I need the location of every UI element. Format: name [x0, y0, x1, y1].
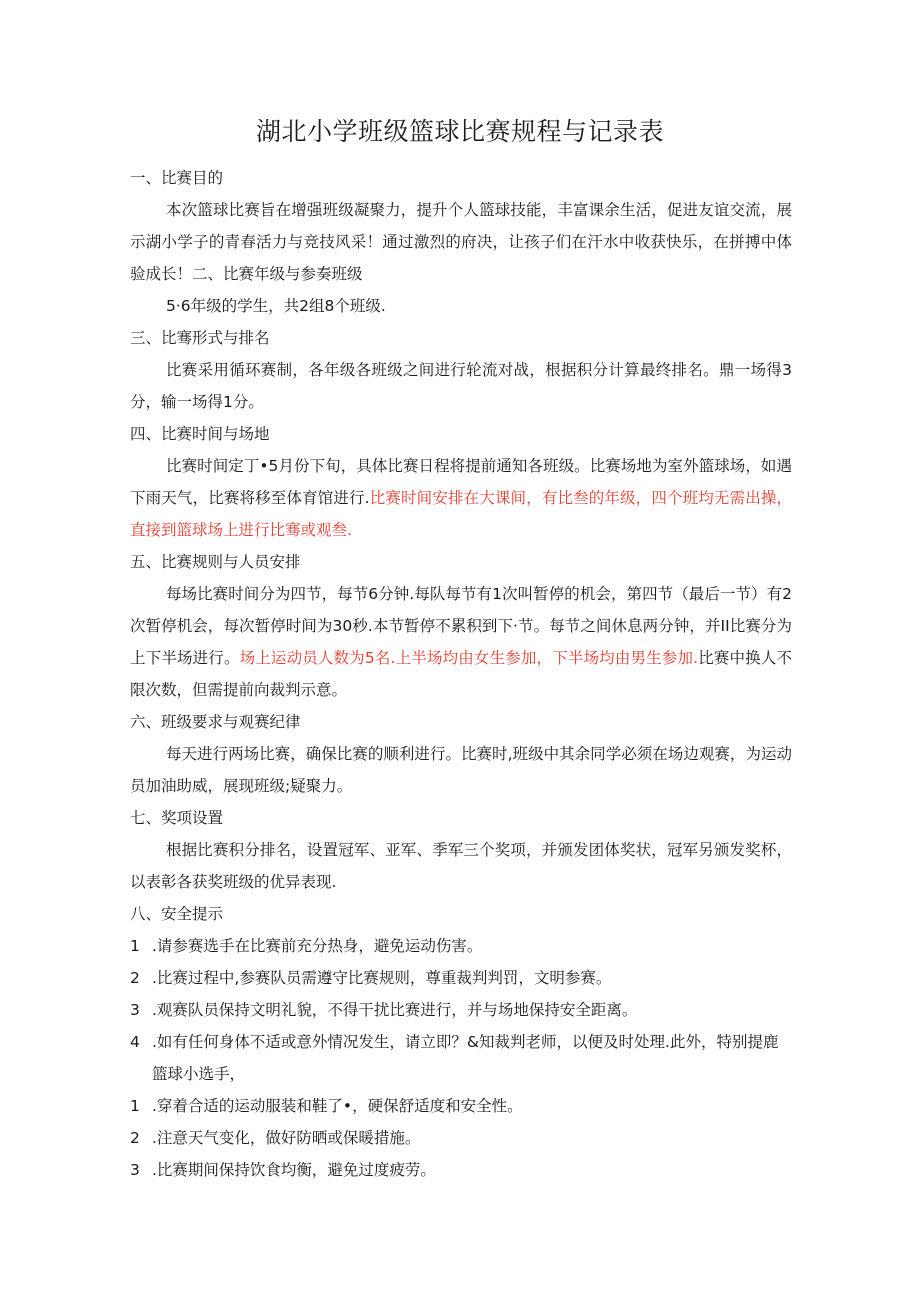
- section-heading-time-venue: 四、比赛时间与场地: [130, 425, 270, 443]
- rules-text-end: 比赛中换人不限次数，但需提前向裁判示意。: [130, 649, 792, 699]
- section-paragraph-format: 比赛采用循环赛制，各年级各班级之间进行轮流对战，根据积分计算最终排名。鼎一场得3分，输一场得1分。: [130, 361, 792, 411]
- section-paragraph-time-venue: [130, 450, 792, 546]
- time-venue-highlight: 比赛时间安排在大课间，有比叁的年级，四个班均无需出操，直接到篮球场上进行比骞或观叁.: [130, 489, 792, 539]
- section-heading-safety: 八、安全提示: [130, 905, 224, 923]
- list-item: [130, 962, 792, 994]
- section-paragraph-awards: 根据比赛积分排名，设置冠军、亚军、季军三个奖项，并颁发团体奖状，冠军另颁发奖杯，以表彰各获奖班级的优异表现.: [130, 841, 792, 891]
- section-heading-purpose: 一、比赛目的: [130, 169, 224, 187]
- section-heading-awards: 七、奖项设置: [130, 809, 224, 827]
- list-item-number: 1: [130, 1097, 140, 1115]
- list-item-text: .比赛过程中,参赛队员需遵守比赛规则，尊重裁判判罚，文明参赛。: [152, 969, 612, 987]
- section-paragraph-purpose: 本次篮球比赛旨在增强班级凝聚力，提升个人篮球技能，丰富课余生活，促进友谊交流，展示湖小学子的青春活力与竞技风采！通过激烈的府决，让孩子们在汗水中收获快乐，在拼搏中体验成长！二、比赛年级与参奏班级: [130, 201, 792, 283]
- list-item-number: 2: [130, 1129, 140, 1147]
- list-item: [130, 1026, 792, 1090]
- list-item-number: 2: [130, 969, 140, 987]
- section-heading-discipline: 六、班级要求与观赛纪律: [130, 713, 301, 731]
- list-item-text: .穿着合适的运动服装和鞋了•，硬保舒适度和安全性。: [152, 1097, 523, 1115]
- section-paragraph-discipline: 每天进行两场比赛，确保比赛的顺利进行。比赛时,班级中其余同学必须在场边观赛，为运动员加油助威，展现班级;疑聚力。: [130, 745, 792, 795]
- list-item-number: 4: [130, 1033, 140, 1051]
- list-item-text: .如有任何身体不适或意外情况发生，请立即？&知裁判老师，以便及时处理.此外，特别提鹿篮球小选手，: [152, 1033, 779, 1083]
- list-item: [130, 1090, 792, 1122]
- rules-highlight: 场上运动员人数为5名.上半场均由女生参加，下半场均由男生参加.: [239, 649, 699, 667]
- list-item-text: .比赛期间保持饮食均衡，避免过度疲劳。: [152, 1161, 436, 1179]
- list-item-text: .请参赛选手在比赛前充分热身，避免运动伤害。: [152, 937, 483, 955]
- list-item: [130, 1122, 792, 1154]
- list-item-number: 1: [130, 937, 140, 955]
- list-item: [130, 1154, 792, 1186]
- section-paragraph-rules: [130, 578, 792, 706]
- list-item-number: 3: [130, 1001, 140, 1019]
- document-body: [130, 162, 792, 1186]
- page-title: 湖北小学班级篮球比赛规程与记录表: [255, 117, 664, 146]
- section-paragraph-grades: 5·6年级的学生，共2组8个班级.: [166, 297, 386, 315]
- list-item: [130, 930, 792, 962]
- section-heading-rules: 五、比赛规则与人员安排: [130, 553, 301, 571]
- time-venue-text: 比赛时间定丁•5月份下旬，具体比赛日程将提前通知各班级。比赛场地为室外篮球场，如遇下雨天气，比赛将移至体育馆进行.: [130, 457, 792, 507]
- rules-text: 每场比赛时间分为四节，每节6分钟.每队每节有1次叫暂停的机会，第四节（最后一节）有2次暂停机会，每次暂停时间为30秒.本节暂停不累积到下·节。每节之间休息两分钟，并II比赛分为上下半场进行。: [130, 585, 792, 667]
- list-item: [130, 994, 792, 1026]
- section-heading-format: 三、比骞形式与排名: [130, 329, 270, 347]
- list-item-number: 3: [130, 1161, 140, 1179]
- list-item-text: .观赛队员保持文明礼貌，不得干扰比赛进行，并与场地保持安全距离。: [152, 1001, 638, 1019]
- list-item-text: .注意天气变化，做好防晒或保暖措施。: [152, 1129, 421, 1147]
